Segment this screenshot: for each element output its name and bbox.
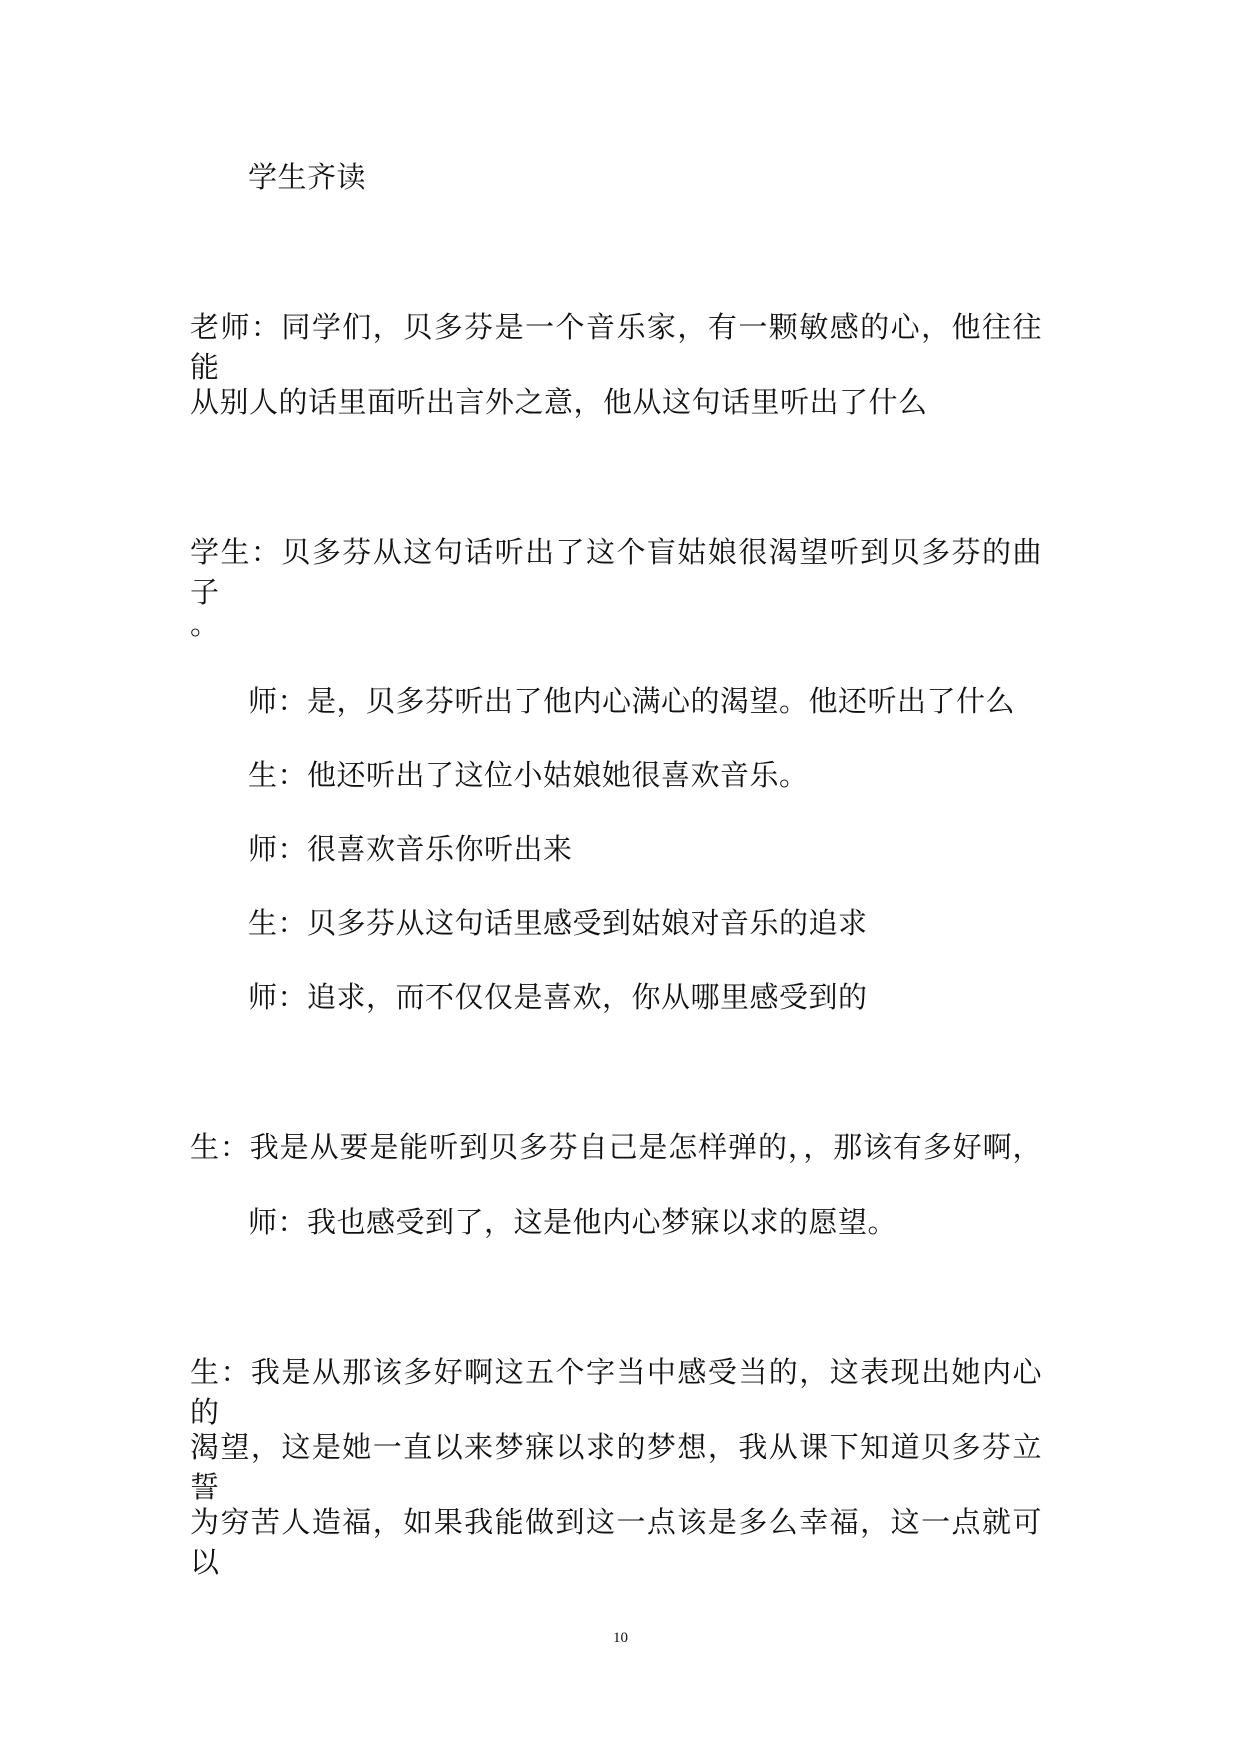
paragraph-line-15: 为穷苦人造福，如果我能做到这一点该是多么幸福，这一点就可以 <box>190 1505 1042 1579</box>
paragraph-line-8: 师：很喜欢音乐你听出来 <box>248 832 573 866</box>
paragraph-line-1: 学生齐读 <box>248 160 367 194</box>
paragraph-line-3: 从别人的话里面听出言外之意，他从这句话里听出了什么 <box>190 385 928 419</box>
paragraph-line-2: 老师：同学们，贝多芬是一个音乐家，有一颗敏感的心，他往往能 <box>190 310 1042 384</box>
paragraph-line-4: 学生：贝多芬从这句话听出了这个盲姑娘很渴望听到贝多芬的曲子 <box>190 535 1042 609</box>
paragraph-line-6: 师：是，贝多芬听出了他内心满心的渴望。他还听出了什么 <box>248 684 1016 718</box>
paragraph-line-13: 生：我是从那该多好啊这五个字当中感受当的，这表现出她内心的 <box>190 1355 1042 1429</box>
paragraph-line-10: 师：追求，而不仅仅是喜欢，你从哪里感受到的 <box>248 980 868 1014</box>
paragraph-line-12: 师：我也感受到了，这是他内心梦寐以求的愿望。 <box>248 1205 898 1239</box>
page-number: 10 <box>613 1630 628 1646</box>
paragraph-line-9: 生：贝多芬从这句话里感受到姑娘对音乐的追求 <box>248 906 868 940</box>
paragraph-line-11: 生：我是从要是能听到贝多芬自己是怎样弹的，，那该有多好啊， <box>190 1130 1042 1164</box>
paragraph-line-7: 生：他还听出了这位小姑娘她很喜欢音乐。 <box>248 758 809 792</box>
paragraph-line-5: 。 <box>190 607 220 641</box>
paragraph-line-14: 渴望，这是她一直以来梦寐以求的梦想，我从课下知道贝多芬立誓 <box>190 1430 1042 1504</box>
